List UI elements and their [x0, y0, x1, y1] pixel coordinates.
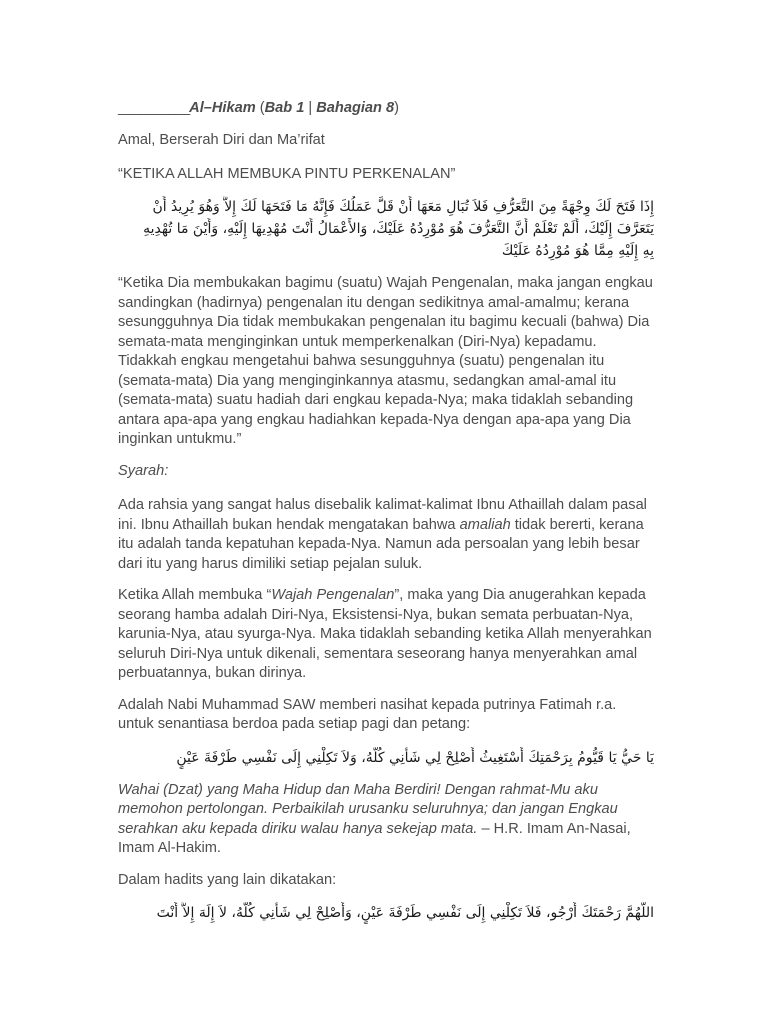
arabic-hadith-text: اللَّهُمَّ رَحْمَتَكَ أَرْجُو، فَلاَ تَكِلْنِي إِلَى نَفْسِي طَرْفَةَ عَيْنٍ، وَأَصْلِحْ لِي شَأْنِي كُلَّهُ، لاَ إِلَهَ إِلاَّ أَنْتَ: [156, 905, 654, 921]
syarah-paragraph: Adalah Nabi Muhammad SAW memberi nasihat kepada putrinya Fatimah r.a. untuk senantiasa berdoa pada setiap pagi dan petang:: [118, 696, 617, 732]
title-paren-close: ): [394, 100, 399, 116]
doa-translation-text: Wahai (Dzat) yang Maha Hidup dan Maha Berdiri! Dengan rahmat-Mu aku memohon pertolongan. Perbaikilah urusanku seluruhnya; dan jangan Engkau serahkan aku kepada diriku walau hanya sekejap mata.: [118, 781, 618, 837]
arabic-line: يَتَعَرَّفَ إِلَيْكَ، أَلَمْ تَعْلَمْ أَنَّ التَّعَرُّفَ هُوَ مُوْرِدُهُ عَلَيْكَ، وَالأَعْمَالُ أَنْتَ مُهْدِيهَا إِلَيْهِ، وَأَيْنَ مَا تُهْدِيهِ: [143, 221, 654, 237]
document-subtitle: Amal, Berserah Diri dan Ma’rifat: [118, 132, 325, 148]
arabic-doa-text: يَا حَيُّ يَا قَيُّومُ بِرَحْمَتِكَ أَسْتَغِيثُ أَصْلِحْ لِي شَأْنِي كُلَّهُ، وَلاَ تَكِلْنِي إِلَى نَفْسِي طَرْفَةَ عَيْنٍ: [176, 749, 654, 766]
title-paren-open: (: [255, 100, 265, 116]
arabic-line: إِذَا فَتَحَ لَكَ وِجْهَةً مِنَ التَّعَرُّفِ فَلاَ تُبَالِ مَعَهَا أَنْ قَلَّ عَمَلُكَ فَإِنَّهُ مَا فَتَحَهَا لَكَ إِلاَّ وَهُوَ يُرِيدُ أَنْ: [152, 199, 654, 215]
doa-translation: [118, 781, 654, 859]
arabic-line: بِهِ إِلَيْهِ مِمَّا هُوَ مُوْرِدُهُ عَلَيْكَ: [501, 243, 654, 259]
emphasis-amaliah: amaliah: [459, 516, 511, 533]
arabic-hikmah-text: [118, 196, 654, 262]
title-al-hikam: Al–Hikam: [189, 100, 256, 116]
title-bahagian: Bahagian 8: [316, 100, 395, 116]
syarah-label: Syarah:: [118, 462, 169, 479]
text-run: ”, maka yang Dia anugerahkan kepada seorang hamba adalah Diri-Nya, Eksistensi-Nya, bukan semata perbuatan-Nya, karunia-Nya, atau syurga-Nya. Maka tidaklah sebanding ketika Allah menyerahkan seluruh Diri-Nya untuk dikenali, sementara seseorang hanya menyerahkan amal perbuatannya, bukan dirinya.: [118, 587, 652, 681]
emphasis-wajah-pengenalan: Wajah Pengenalan: [271, 587, 395, 603]
syarah-paragraph: Dalam hadits yang lain dikatakan:: [118, 871, 337, 888]
title-separator: |: [304, 100, 317, 116]
text-run: Ketika Allah membuka “: [118, 587, 272, 603]
text-run: tidak bererti, kerana itu adalah tanda kepatuhan kepada-Nya. Namun ada persoalan yang lebih besar dari itu yang harus dimiliki setiap pejalan suluk.: [118, 516, 644, 572]
quote-heading: “KETIKA ALLAH MEMBUKA PINTU PERKENALAN”: [118, 165, 456, 182]
translation-paragraph: Tidakkah engkau mengetahui bahwa sesungguhnya (suatu) pengenalan itu (semata-mata) Dia yang menginginkannya atasmu, sedangkan amal-amal itu (semata-mata) suatu hadiah dari engkau kepada-Nya; maka tidaklah sebanding antara apa-apa yang engkau hadiahkan kepada-Nya dengan apa-apa yang Dia inginkan untukmu.”: [118, 353, 634, 447]
title-blank: __________: [118, 100, 190, 116]
syarah-paragraph: [118, 496, 654, 574]
syarah-paragraph: [118, 586, 654, 684]
hadith-source: – H.R. Imam An-Nasai, Imam Al-Hakim.: [118, 820, 631, 856]
translation-paragraph: “Ketika Dia membukakan bagimu (suatu) Wajah Pengenalan, maka jangan engkau sandingkan (hadirnya) pengenalan itu dengan sedikitnya amal-amalmu; kerana sesungguhnya Dia tidak membukakan pengenalan itu bagimu kecuali (bahwa) Dia semata-mata menginginkan untuk memperkenalkan (Diri-Nya) kepadamu.: [118, 275, 653, 350]
text-run: Ada rahsia yang sangat halus disebalik kalimat-kalimat Ibnu Athaillah dalam pasal ini. Ibnu Athaillah bukan hendak mengatakan bahwa: [118, 497, 647, 533]
document-title: [118, 98, 654, 118]
title-bab: Bab 1: [264, 100, 305, 116]
document-page: [118, 98, 654, 936]
